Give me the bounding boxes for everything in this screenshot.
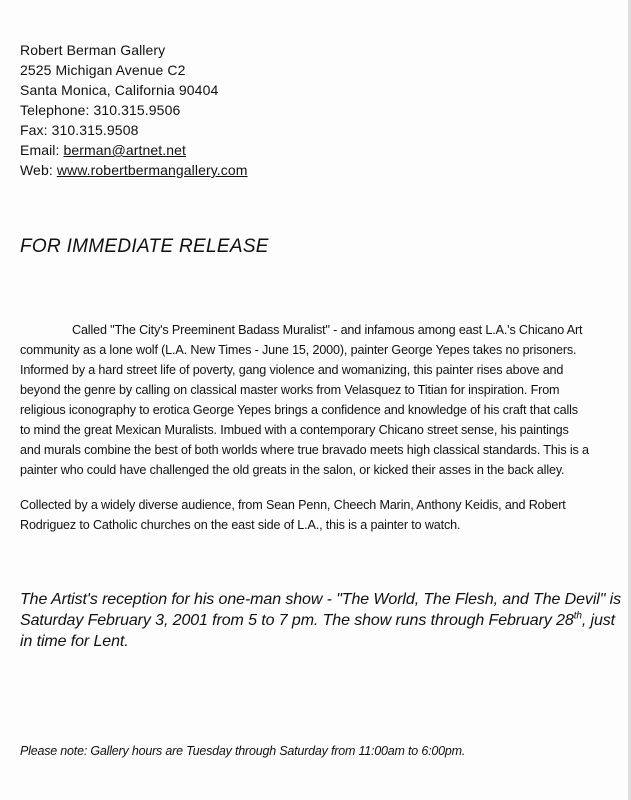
web-label: Web:	[20, 162, 57, 178]
body-paragraph-1-text: Called "The City's Preeminent Badass Muralist" - and infamous among east L.A.'s Chicano Art community as a lone wolf (L.A. New Times - June 15, 2000), painter George Yepes takes no prisoners. Informed by a hard street life of poverty, gang violence and womanizing, this painter rises above and beyond the genre by calling on classical master works from Velasquez to Titian for inspiration. From religious iconography to erotica George Yepes brings a confidence and knowledge of his craft that calls to mind the great Mexican Muralists. Imbued with a contemporary Chicano street sense, his paintings and murals combine the best of both worlds where true bravado meets high classical standards. This is a painter who could have challenged the old greats in the salon, or kicked their asses in the back alley.	[20, 323, 589, 477]
telephone-label: Telephone:	[20, 102, 94, 118]
email-link[interactable]: berman@artnet.net	[63, 142, 187, 158]
body-paragraph-1	[20, 320, 590, 480]
reception-announcement	[20, 589, 625, 652]
fax-number: 310.315.9508	[51, 122, 139, 138]
gallery-hours-note: Please note: Gallery hours are Tuesday through Saturday from 11:00am to 6:00pm.	[20, 744, 466, 758]
reception-text: The Artist's reception for his one-man show - "The World, The Flesh, and The Devil" is Saturday February 3, 2001 from 5 to 7 pm. The show runs through February 28	[20, 591, 622, 629]
telephone-number: 310.315.9506	[93, 102, 181, 118]
web-line	[20, 160, 420, 180]
fax-label: Fax:	[20, 122, 52, 138]
release-headline: FOR IMMEDIATE RELEASE	[20, 236, 269, 257]
email-label: Email:	[20, 142, 64, 158]
fax-line	[20, 120, 420, 140]
address-line-2: Santa Monica, California 90404	[20, 82, 219, 98]
reception-text-end: , just in time for Lent.	[20, 612, 616, 650]
email-line	[20, 140, 420, 160]
telephone-line	[20, 100, 420, 120]
web-link[interactable]: www.robertbermangallery.com	[56, 162, 248, 178]
reception-superscript: th	[573, 610, 582, 622]
contact-block	[20, 40, 420, 180]
gallery-name: Robert Berman Gallery	[20, 42, 166, 58]
address-line-1: 2525 Michigan Avenue C2	[20, 62, 186, 78]
body-paragraph-2: Collected by a widely diverse audience, from Sean Penn, Cheech Marin, Anthony Keidis, and Robert Rodriguez to Catholic churches on the east side of L.A., this is a painter to watch.	[20, 498, 566, 532]
